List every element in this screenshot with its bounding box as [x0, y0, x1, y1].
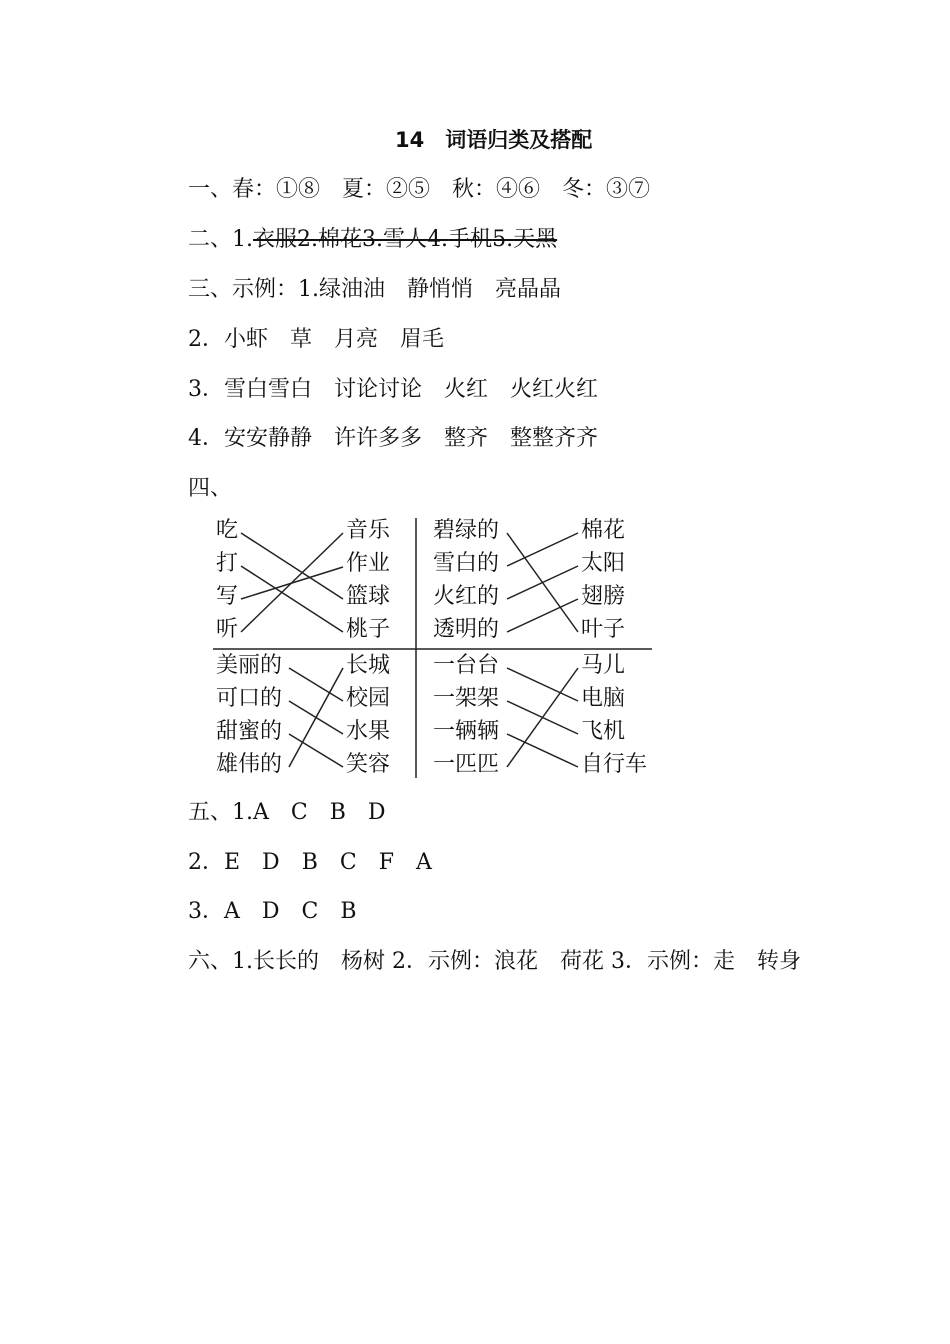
q3-line-2: 2．小虾 草 月亮 眉毛: [188, 327, 444, 352]
match-word: 棉花: [581, 518, 626, 543]
match-word: 叶子: [581, 617, 626, 642]
match-line: [507, 668, 578, 701]
match-line: [507, 668, 578, 767]
q2-word-4: 手机: [448, 227, 493, 252]
q2-num-2: 2.: [297, 227, 319, 252]
match-word: 听: [216, 617, 239, 642]
match-line: [507, 599, 578, 632]
q2-num-1: 1.: [232, 227, 254, 252]
match-line: [241, 566, 343, 632]
match-word: 甜蜜的: [216, 719, 283, 744]
match-line: [289, 668, 343, 701]
match-word: 一匹匹: [433, 752, 500, 777]
q2-word-5: 天黑: [513, 227, 558, 252]
match-word: 可口的: [216, 686, 283, 711]
match-word: 校园: [346, 686, 391, 711]
match-word: 太阳: [581, 551, 626, 576]
q3-line-4: 4．安安静静 许许多多 整齐 整整齐齐: [188, 426, 598, 451]
q6-answer: 六、1.长长的 杨树 2．示例：浪花 荷花 3．示例：走 转身: [188, 949, 801, 974]
q5-line-3: 3．A D C B: [188, 899, 357, 924]
match-line: [507, 566, 578, 599]
match-word: 作业: [346, 551, 391, 576]
q5-line-1: 五、1.A C B D: [188, 800, 386, 825]
match-line: [241, 533, 343, 599]
match-word: 吃: [216, 518, 239, 543]
match-word: 自行车: [581, 752, 648, 777]
match-word: 桃子: [346, 617, 391, 642]
match-line: [241, 533, 343, 632]
match-word: 美丽的: [216, 653, 283, 678]
match-word: 飞机: [581, 719, 626, 744]
q2-num-4: 4.: [427, 227, 449, 252]
match-word: 一台台: [433, 653, 500, 678]
q2-word-2: 棉花: [318, 227, 363, 252]
q2-prefix: 二、: [188, 227, 233, 252]
match-word: 音乐: [346, 518, 391, 543]
match-line: [507, 533, 578, 566]
page-title: 14 词语归类及搭配: [395, 128, 593, 152]
q2-word-3: 雪人: [383, 227, 428, 252]
match-word: 写: [216, 584, 239, 609]
match-line: [507, 734, 578, 767]
q3-line-1: 三、示例：1.绿油油 静悄悄 亮晶晶: [188, 277, 561, 302]
match-word: 长城: [346, 653, 391, 678]
match-word: 碧绿的: [433, 518, 500, 543]
match-word: 透明的: [433, 617, 500, 642]
match-word: 雄伟的: [216, 752, 283, 777]
match-word: 笑容: [346, 752, 391, 777]
match-word: 一辆辆: [433, 719, 500, 744]
q5-line-2: 2．E D B C F A: [188, 850, 432, 875]
match-word: 翅膀: [581, 584, 626, 609]
q1-answer: 一、春：①⑧ 夏：②⑤ 秋：④⑥ 冬：③⑦: [188, 177, 651, 202]
q3-line-3: 3．雪白雪白 讨论讨论 火红 火红火红: [188, 377, 598, 402]
q2-num-3: 3.: [362, 227, 384, 252]
match-word: 篮球: [346, 584, 391, 609]
match-line: [289, 734, 343, 767]
match-word: 打: [216, 551, 239, 576]
match-word: 一架架: [433, 686, 500, 711]
match-word: 电脑: [581, 686, 626, 711]
match-word: 火红的: [433, 584, 500, 609]
q2-num-5: 5.: [492, 227, 514, 252]
match-word: 马儿: [581, 653, 626, 678]
q2-word-1: 衣服: [253, 227, 298, 252]
match-word: 水果: [346, 719, 391, 744]
match-word: 雪白的: [433, 551, 500, 576]
q4-label: 四、: [188, 476, 233, 501]
match-line: [289, 668, 343, 767]
